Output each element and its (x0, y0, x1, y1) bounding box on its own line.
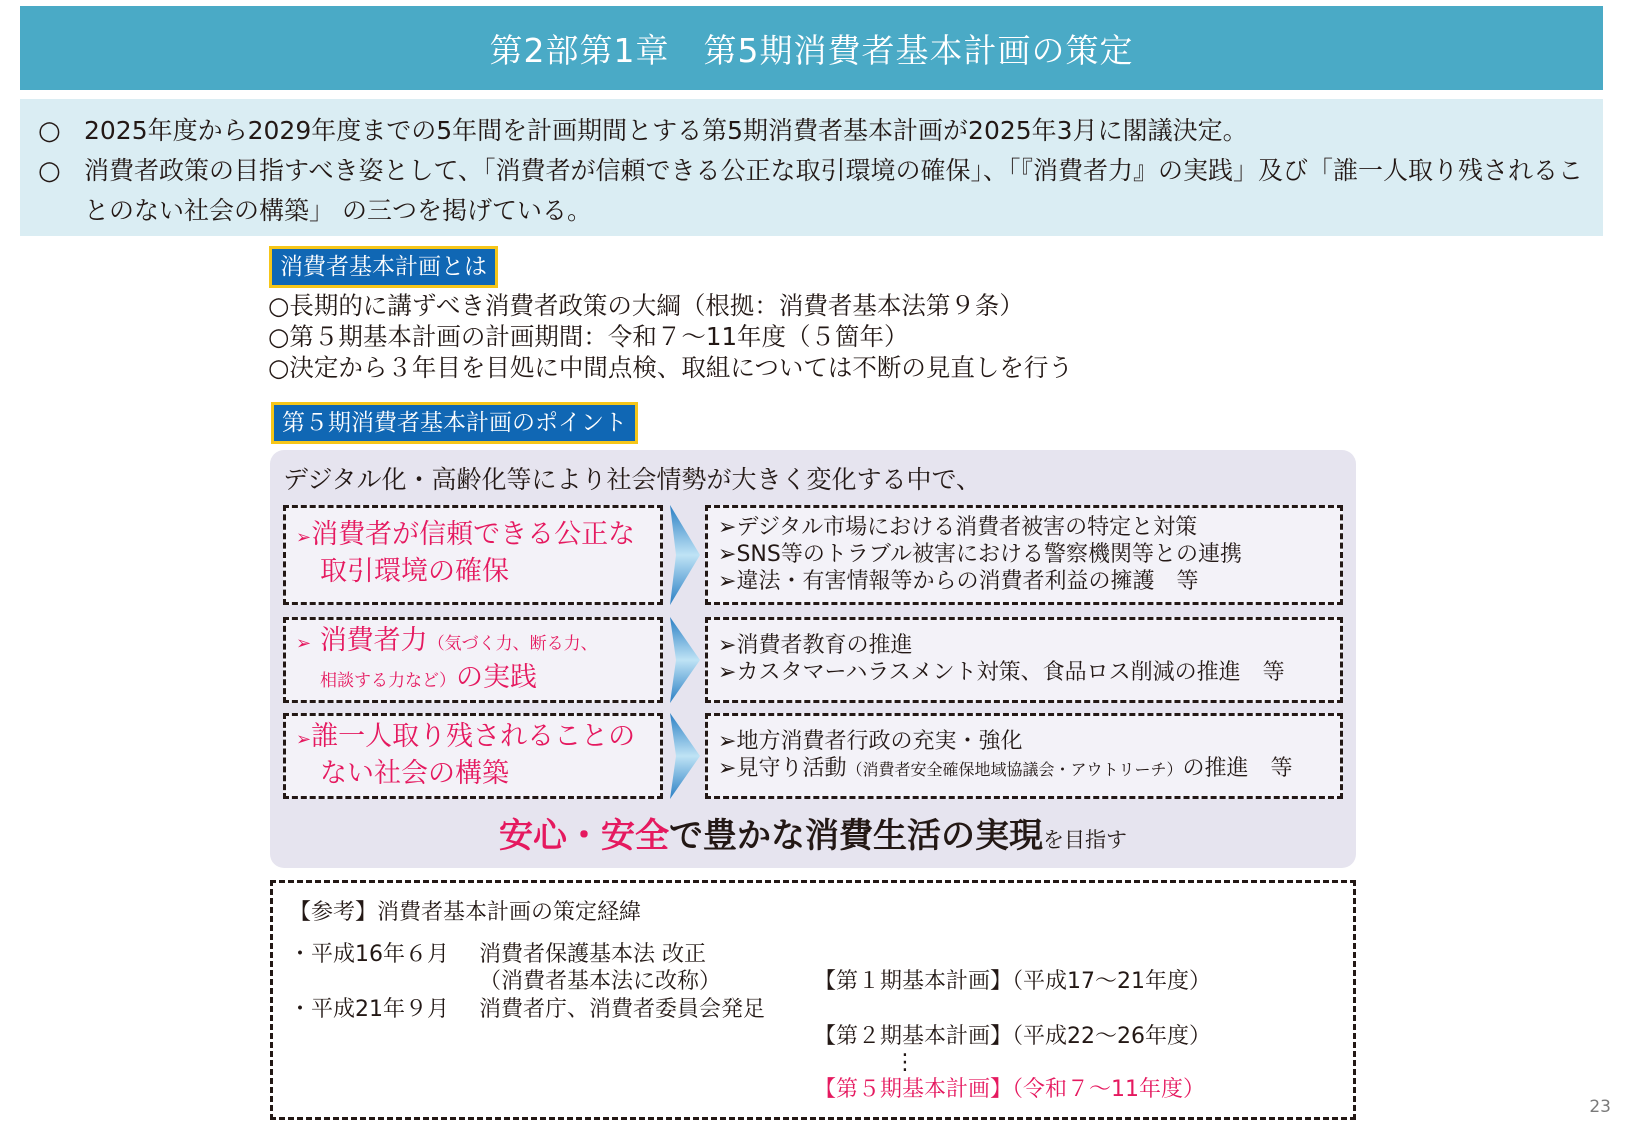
summary-box (20, 99, 1603, 236)
page-number: 23 (1589, 1097, 1611, 1117)
event-date: ・平成21年９月 (289, 997, 449, 1022)
plan-item-current: 【第５期基本計画】（令和７～11年度） (814, 1077, 1205, 1102)
page-title: 第2部第1章 第5期消費者基本計画の策定 (489, 30, 1134, 70)
circle-bullet-icon: ○ (38, 156, 61, 186)
vertical-ellipsis-icon: ⋮ (894, 1050, 916, 1075)
points-panel (270, 450, 1356, 868)
points-intro: デジタル化・高齢化等により社会情勢が大きく変化する中で、 (283, 465, 982, 494)
policy-goal-box: ➢ 消費者力（気づく力、断る力、 相談する力など）の実践 (283, 617, 663, 703)
measures-box: ➢デジタル市場における消費者被害の特定と対策 ➢SNS等のトラブル被害における警察機関等との連携 ➢違法・有害情報等からの消費者利益の擁護 等 (705, 505, 1343, 605)
arrowhead-bullet-icon: ➢ (296, 633, 312, 654)
arrowhead-bullet-icon: ➢ (296, 527, 312, 548)
goal-statement: 安心・安全で豊かな消費生活の実現を目指す (499, 816, 1127, 856)
about-line: ○第５期基本計画の計画期間：令和７～11年度（５箇年） (268, 322, 909, 351)
event-date: ・平成16年６月 (289, 942, 449, 967)
event-desc: （消費者基本法に改称） (479, 969, 722, 994)
right-arrow-icon (666, 505, 702, 605)
about-lines (268, 290, 1073, 383)
circle-bullet-icon: ○ (38, 116, 61, 146)
measures-box: ➢地方消費者行政の充実・強化 ➢見守り活動（消費者安全確保地域協議会・アウトリーチ）の推進 等 (705, 713, 1343, 799)
title-bar (20, 6, 1603, 90)
about-tag: 消費者基本計画とは (269, 246, 498, 288)
policy-goal-box: ➢消費者が信頼できる公正な 取引環境の確保 (283, 505, 663, 605)
about-line: ○決定から３年目を目処に中間点検、取組については不断の見直しを行う (268, 353, 1073, 382)
event-desc: 消費者庁、消費者委員会発足 (479, 997, 766, 1022)
points-tag: 第５期消費者基本計画のポイント (271, 402, 638, 444)
measures-box: ➢消費者教育の推進 ➢カスタマーハラスメント対策、食品ロス削減の推進 等 (705, 617, 1343, 703)
reference-box (270, 880, 1356, 1120)
arrowhead-bullet-icon: ➢ (296, 729, 312, 750)
summary-item: ○ 2025年度から2029年度までの5年間を計画期間とする第5期消費者基本計画が2025年3月に閣議決定。 (38, 111, 1603, 151)
right-arrow-icon (666, 617, 702, 703)
policy-goal-box: ➢誰一人取り残されることの ない社会の構築 (283, 713, 663, 799)
reference-title: 【参考】消費者基本計画の策定経緯 (289, 900, 642, 925)
about-line: ○長期的に講ずべき消費者政策の大綱（根拠：消費者基本法第９条） (268, 291, 1024, 320)
plan-item: 【第１期基本計画】（平成17～21年度） (814, 969, 1211, 994)
right-arrow-icon (666, 713, 702, 799)
summary-item: ○ 消費者政策の目指すべき姿として、「消費者が信頼できる公正な取引環境の確保」、「『消費者力』の実践」及び「誰一人取り残されることのない社会の構築」 の三つを掲げている。 (38, 151, 1603, 231)
event-desc: 消費者保護基本法 改正 (479, 942, 706, 967)
plan-item: 【第２期基本計画】（平成22～26年度） (814, 1024, 1211, 1049)
